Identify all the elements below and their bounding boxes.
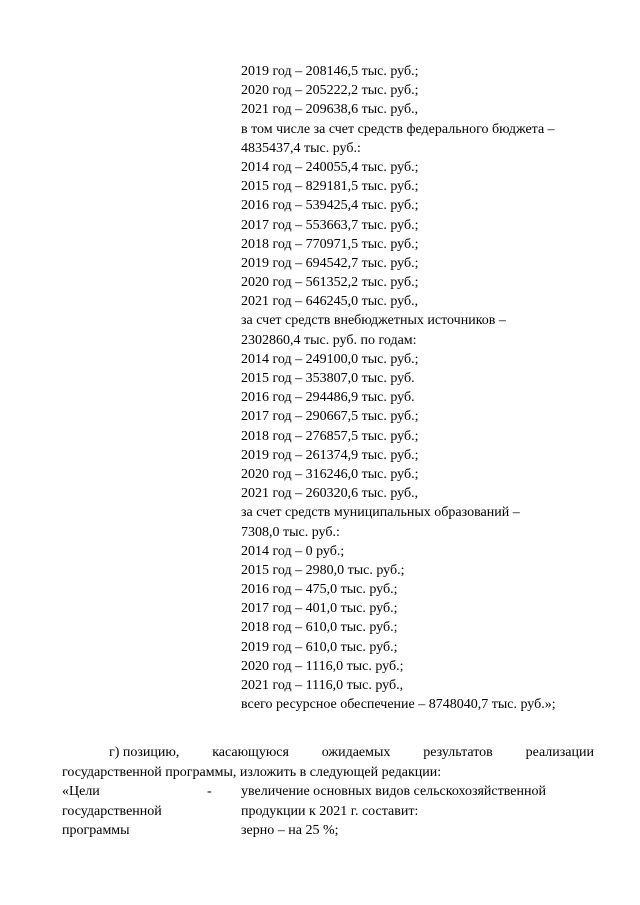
funding-line: 2020 год – 205222,2 тыс. руб.; xyxy=(241,83,419,99)
funding-line: за счет средств внебюджетных источников – xyxy=(241,313,506,329)
funding-line: 2021 год – 260320,6 тыс. руб., xyxy=(241,486,419,502)
table-left-line: государственной xyxy=(62,803,162,819)
funding-line: 2020 год – 561352,2 тыс. руб.; xyxy=(241,275,419,291)
funding-line: 2021 год – 209638,6 тыс. руб., xyxy=(241,102,419,118)
funding-line: 7308,0 тыс. руб.: xyxy=(241,524,340,540)
table-left-line: «Цели xyxy=(62,784,100,799)
paragraph-line-2: государственной программы, изложить в следующей редакции: xyxy=(62,764,442,780)
funding-line: 2021 год – 1116,0 тыс. руб., xyxy=(241,678,404,693)
funding-line: 2020 год – 1116,0 тыс. руб.; xyxy=(241,658,404,674)
paragraph-word: реализации xyxy=(525,745,594,760)
table-dash: - xyxy=(207,784,212,799)
funding-line: в том числе за счет средств федерального бюджета – xyxy=(241,121,555,137)
table-right-line: продукции к 2021 г. составит: xyxy=(241,803,419,819)
table-right-cell xyxy=(241,782,594,841)
table-right-line: увеличение основных видов сельскохозяйственной xyxy=(241,784,546,799)
funding-line: за счет средств муниципальных образований – xyxy=(241,505,520,521)
funding-line: 2016 год – 294486,9 тыс. руб. xyxy=(241,390,415,406)
funding-line: 2016 год – 475,0 тыс. руб.; xyxy=(241,582,398,598)
funding-line: 2017 год – 553663,7 тыс. руб.; xyxy=(241,217,419,233)
funding-line: 2019 год – 610,0 тыс. руб.; xyxy=(241,639,398,655)
paragraph-word: касающуюся xyxy=(212,745,289,760)
funding-line: 2019 год – 261374,9 тыс. руб.; xyxy=(241,447,419,463)
paragraph-word: результатов xyxy=(423,745,493,760)
table-right-line: зерно – на 25 %; xyxy=(241,823,339,838)
table-left-cell xyxy=(62,782,202,841)
funding-list xyxy=(241,62,601,714)
funding-line-total: всего ресурсное обеспечение – 8748040,7 тыс. руб.»; xyxy=(241,697,556,713)
funding-line: 2015 год – 353807,0 тыс. руб. xyxy=(241,371,415,386)
funding-line: 4835437,4 тыс. руб.: xyxy=(241,140,361,156)
amendment-paragraph xyxy=(62,743,594,782)
funding-line: 2016 год – 539425,4 тыс. руб.; xyxy=(241,198,419,214)
funding-line: 2015 год – 829181,5 тыс. руб.; xyxy=(241,179,419,195)
funding-line: 2020 год – 316246,0 тыс. руб.; xyxy=(241,466,419,482)
funding-line: 2018 год – 276857,5 тыс. руб.; xyxy=(241,428,419,444)
funding-line: 2021 год – 646245,0 тыс. руб., xyxy=(241,294,419,310)
funding-line: 2014 год – 249100,0 тыс. руб.; xyxy=(241,351,419,367)
funding-line: 2017 год – 401,0 тыс. руб.; xyxy=(241,601,398,617)
funding-line: 2018 год – 770971,5 тыс. руб.; xyxy=(241,236,419,252)
paragraph-word: г) позицию, xyxy=(109,745,180,760)
funding-line: 2015 год – 2980,0 тыс. руб.; xyxy=(241,562,405,578)
funding-line: 2014 год – 240055,4 тыс. руб.; xyxy=(241,159,419,175)
funding-line: 2018 год – 610,0 тыс. руб.; xyxy=(241,620,398,636)
funding-line: 2019 год – 694542,7 тыс. руб.; xyxy=(241,255,419,271)
funding-line: 2302860,4 тыс. руб. по годам: xyxy=(241,332,417,348)
paragraph-word: ожидаемых xyxy=(321,745,391,760)
table-left-line: программы xyxy=(62,823,130,838)
paragraph-line-1 xyxy=(62,743,594,763)
funding-line: 2014 год – 0 руб.; xyxy=(241,543,345,559)
funding-line: 2017 год – 290667,5 тыс. руб.; xyxy=(241,409,419,425)
funding-line: 2019 год – 208146,5 тыс. руб.; xyxy=(241,64,419,79)
